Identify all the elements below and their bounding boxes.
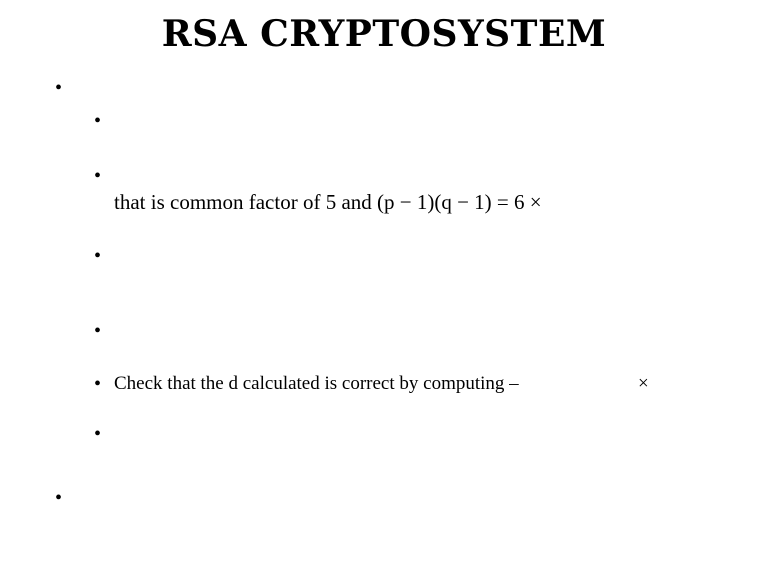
bullet-level2-1: •	[94, 110, 102, 132]
bullet-level1-2: •	[55, 487, 63, 509]
times-sign: ×	[638, 373, 649, 394]
bullet-level2-3: •	[94, 245, 102, 267]
bullet-level2-6: •	[94, 423, 102, 445]
bullet-level2-2: •	[94, 165, 102, 187]
slide-title: RSA CRYPTOSYSTEM	[161, 13, 607, 55]
bullet-level2-5: •	[94, 373, 102, 395]
bullet-level2-4: •	[94, 320, 102, 342]
text-common-factor: that is common factor of 5 and (p − 1)(q − 1) = 6 ×	[114, 190, 542, 214]
text-check-d: Check that the d calculated is correct by computing –	[114, 373, 519, 394]
bullet-level1-1: •	[55, 77, 63, 99]
